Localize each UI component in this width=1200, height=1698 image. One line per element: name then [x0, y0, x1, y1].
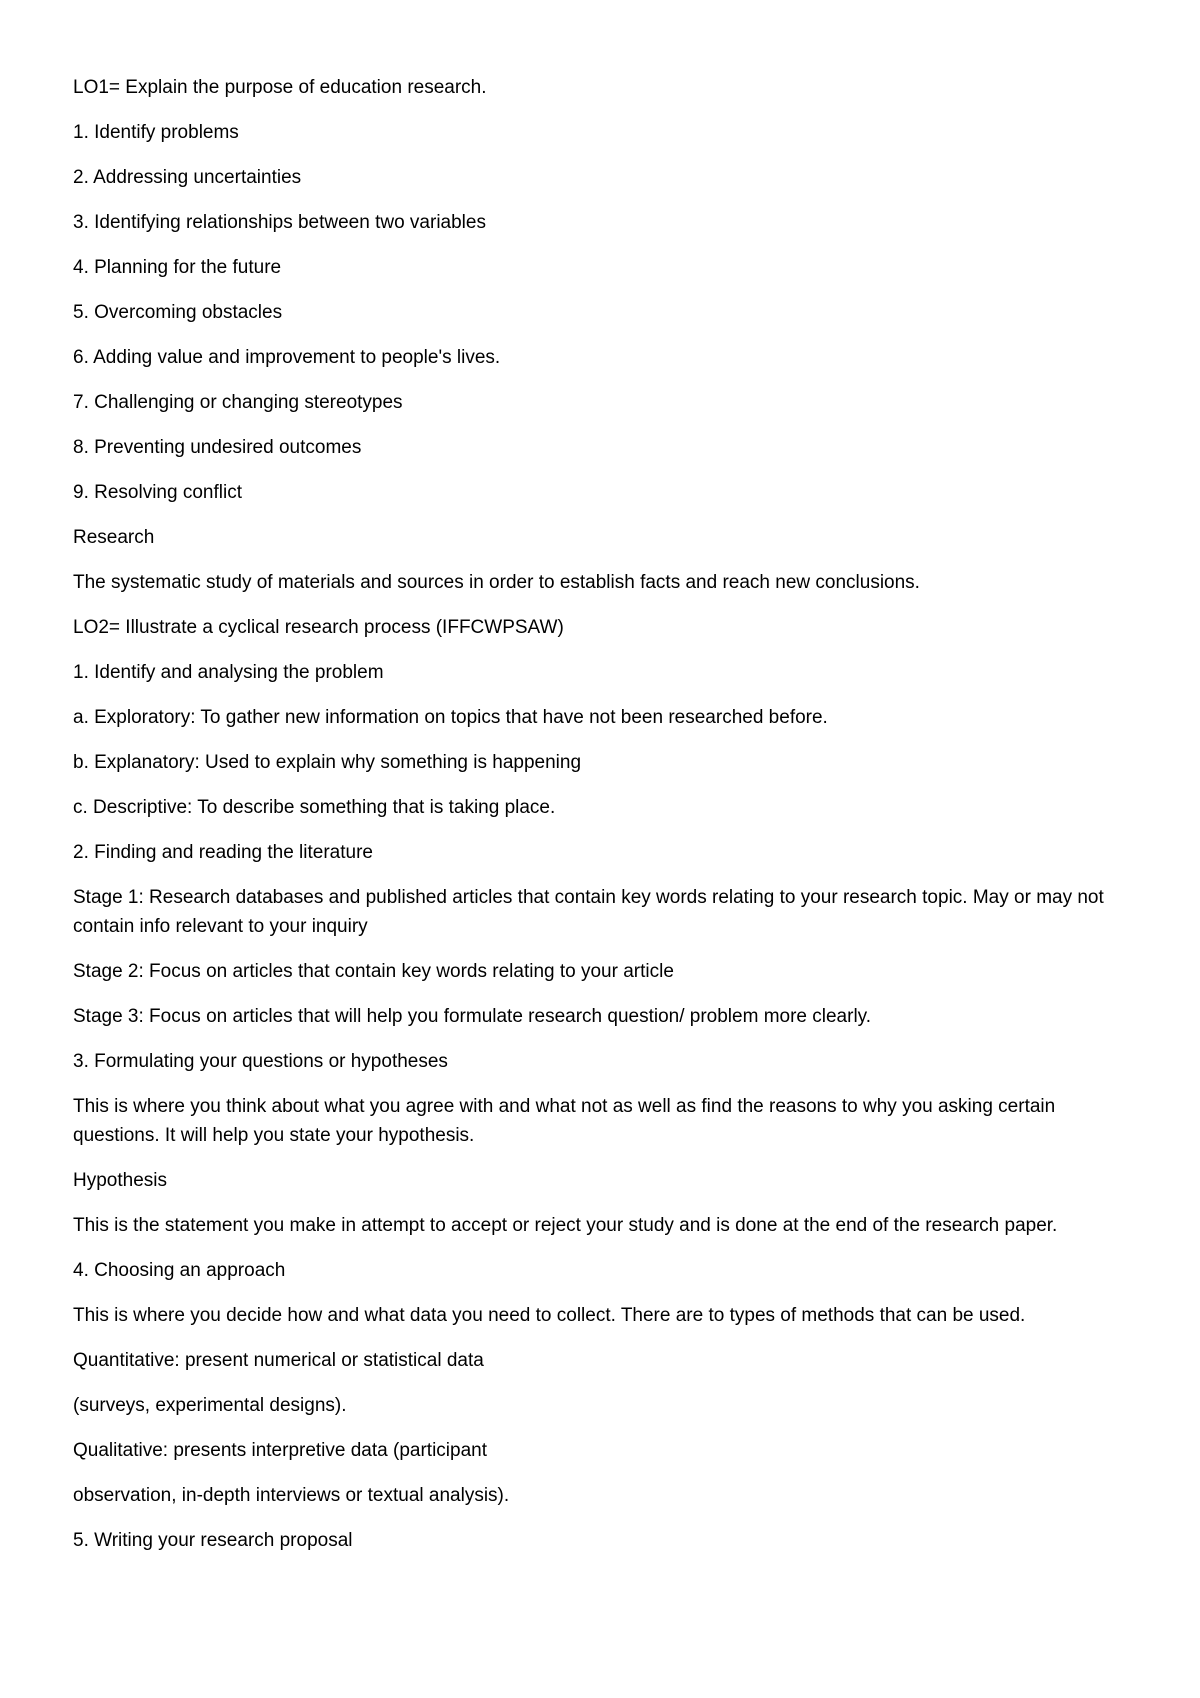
paragraph: This is where you think about what you agree with and what not as well as find the reasons to why you asking certain questions. It will help you state your hypothesis.	[73, 1096, 1056, 1146]
definition-research: The systematic study of materials and sources in order to establish facts and reach new conclusions.	[73, 572, 920, 593]
term-heading-research: Research	[73, 527, 155, 548]
list-item: 8. Preventing undesired outcomes	[73, 437, 362, 458]
stage-item: Stage 3: Focus on articles that will help you formulate research question/ problem more clearly.	[73, 1006, 872, 1027]
stage-item: Stage 2: Focus on articles that contain key words relating to your article	[73, 961, 674, 982]
list-item: 7. Challenging or changing stereotypes	[73, 392, 403, 413]
lo2-heading: LO2= Illustrate a cyclical research process (IFFCWPSAW)	[73, 617, 564, 638]
sub-item: c. Descriptive: To describe something that is taking place.	[73, 797, 556, 818]
definition-hypothesis: This is the statement you make in attempt to accept or reject your study and is done at the end of the research paper.	[73, 1215, 1058, 1236]
list-item: 5. Overcoming obstacles	[73, 302, 283, 323]
step-heading: 3. Formulating your questions or hypotheses	[73, 1051, 448, 1072]
step-heading: 2. Finding and reading the literature	[73, 842, 373, 863]
method-item: observation, in-depth interviews or textual analysis).	[73, 1485, 510, 1506]
term-heading-hypothesis: Hypothesis	[73, 1170, 167, 1191]
list-item: 1. Identify problems	[73, 122, 239, 143]
method-item: Quantitative: present numerical or statistical data	[73, 1350, 484, 1371]
list-item: 4. Planning for the future	[73, 257, 282, 278]
sub-item: b. Explanatory: Used to explain why something is happening	[73, 752, 582, 773]
stage-item: Stage 1: Research databases and published articles that contain key words relating to your research topic. May or may not contain info relevant to your inquiry	[73, 887, 1104, 937]
method-item: Qualitative: presents interpretive data (participant	[73, 1440, 487, 1461]
method-item: (surveys, experimental designs).	[73, 1395, 347, 1416]
step-heading: 4. Choosing an approach	[73, 1260, 286, 1281]
list-item: 3. Identifying relationships between two variables	[73, 212, 486, 233]
list-item: 6. Adding value and improvement to people's lives.	[73, 347, 501, 368]
sub-item: a. Exploratory: To gather new information on topics that have not been researched before.	[73, 707, 828, 728]
paragraph: This is where you decide how and what data you need to collect. There are to types of methods that can be used.	[73, 1305, 1026, 1326]
step-heading: 5. Writing your research proposal	[73, 1530, 353, 1551]
list-item: 9. Resolving conflict	[73, 482, 242, 503]
step-heading: 1. Identify and analysing the problem	[73, 662, 384, 683]
lo1-heading: LO1= Explain the purpose of education research.	[73, 77, 487, 98]
document-body	[73, 73, 1133, 1571]
list-item: 2. Addressing uncertainties	[73, 167, 302, 188]
